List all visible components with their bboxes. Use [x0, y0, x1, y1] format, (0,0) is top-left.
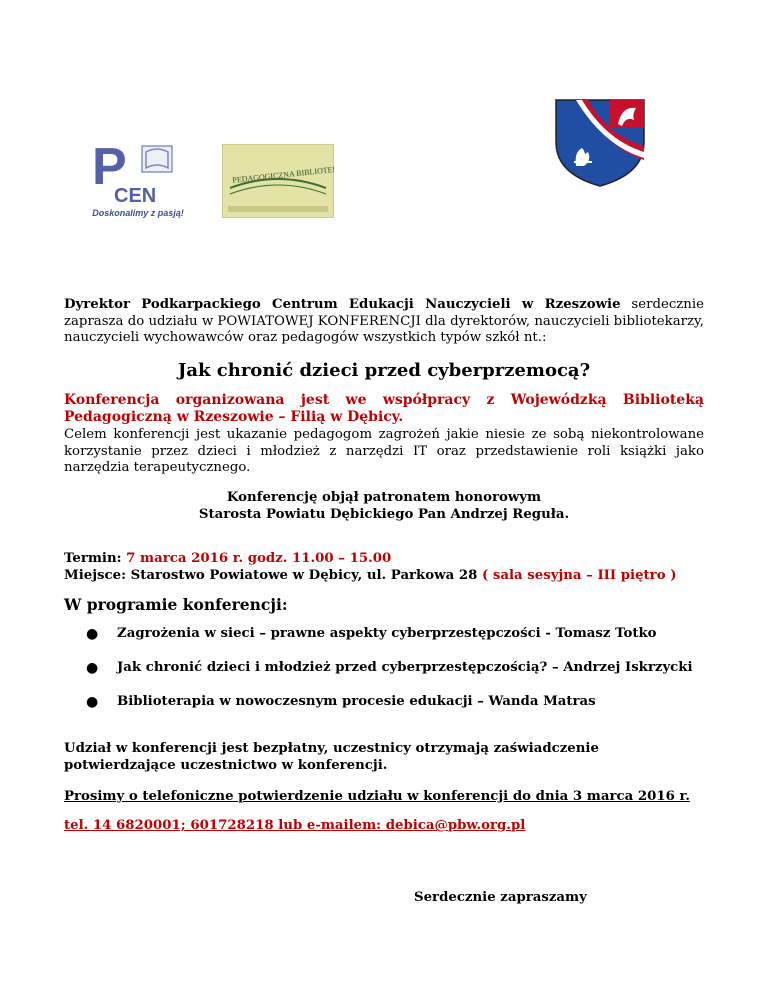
library-logo-text: PEDAGOGICZNA BIBLIOTEKA [231, 164, 334, 185]
partner-info: Konferencja organizowana jest we współpracy z Wojewódzką Biblioteką Pedagogiczną w Rzeszowie – Filią w Dębicy. [64, 392, 704, 425]
library-logo [222, 144, 334, 218]
pcen-letters: CEN [114, 185, 157, 207]
crest-icon [548, 96, 652, 188]
term-value: 7 marca 2016 r. godz. 11.00 – 15.00 [126, 551, 392, 566]
pcen-logo-graphic [88, 138, 188, 208]
patronage-line-1: Konferencję objął patronatem honorowym [226, 490, 542, 505]
conference-title: Jak chronić dzieci przed cyberprzemocą? [177, 360, 591, 381]
conference-goal: Celem konferencji jest ukazanie pedagogom zagrożeń jakie niesie ze sobą niekontrolowane korzystanie przez dzieci i młodzież z narzędzi IT oraz przedstawienie roli książki jako narzędzia terapeutycznego. [64, 427, 704, 475]
place-room: ( sala sesyjna – III piętro ) [481, 567, 677, 583]
term-label: Termin: [64, 551, 127, 566]
intro-paragraph [64, 297, 704, 347]
program-list [64, 626, 724, 728]
patronage [64, 490, 704, 523]
district-crest [548, 96, 652, 188]
bullet-icon: ● [86, 660, 99, 676]
list-item [64, 660, 724, 694]
list-item [64, 694, 724, 728]
bullet-icon: ● [86, 626, 99, 642]
intro-text: serdecznie zaprasza do udziału w POWIATOWEJ KONFERENCJI dla dyrektorów, nauczycieli bibliotekarzy, nauczycieli wychowawców oraz pedagogów wszystkich typów szkół nt.: [64, 297, 704, 345]
organizer-name: Dyrektor Podkarpackiego Centrum Edukacji Nauczycieli w Rzeszowie [64, 297, 621, 312]
program-item-3: Biblioterapia w nowoczesnym procesie edukacji – Wanda Matras [117, 694, 596, 709]
bullet-icon: ● [86, 694, 99, 710]
list-item [64, 626, 724, 660]
participation-note: Udział w konferencji jest bezpłatny, uczestnicy otrzymają zaświadczenie potwierdzające uczestnictwo w konferencji. [64, 741, 599, 773]
confirmation-request: Prosimy o telefoniczne potwierdzenie udziału w konferencji do dnia 3 marca 2016 r. [64, 789, 690, 804]
library-logo-graphic [222, 144, 334, 218]
pcen-tagline: Doskonalimy z pasją! [92, 208, 184, 218]
pcen-initial: P [92, 138, 127, 196]
program-item-2: Jak chronić dzieci i młodzież przed cyberprzestępczością? – Andrzej Iskrzycki [117, 660, 693, 675]
program-item-1: Zagrożenia w sieci – prawne aspekty cyberprzestępczości - Tomasz Totko [117, 626, 657, 641]
pcen-logo [88, 138, 188, 224]
patronage-line-2: Starosta Powiatu Dębickiego Pan Andrzej Reguła. [198, 506, 570, 522]
program-heading: W programie konferencji: [64, 595, 288, 614]
place-label: Miejsce: Starostwo Powiatowe w Dębicy, ul. Parkowa 28 [64, 567, 482, 583]
term-and-place [64, 551, 704, 584]
closing-greeting: Serdecznie zapraszamy [414, 890, 587, 905]
contact-info[interactable]: tel. 14 6820001; 601728218 lub e-mailem: debica@pbw.org.pl [64, 818, 526, 833]
